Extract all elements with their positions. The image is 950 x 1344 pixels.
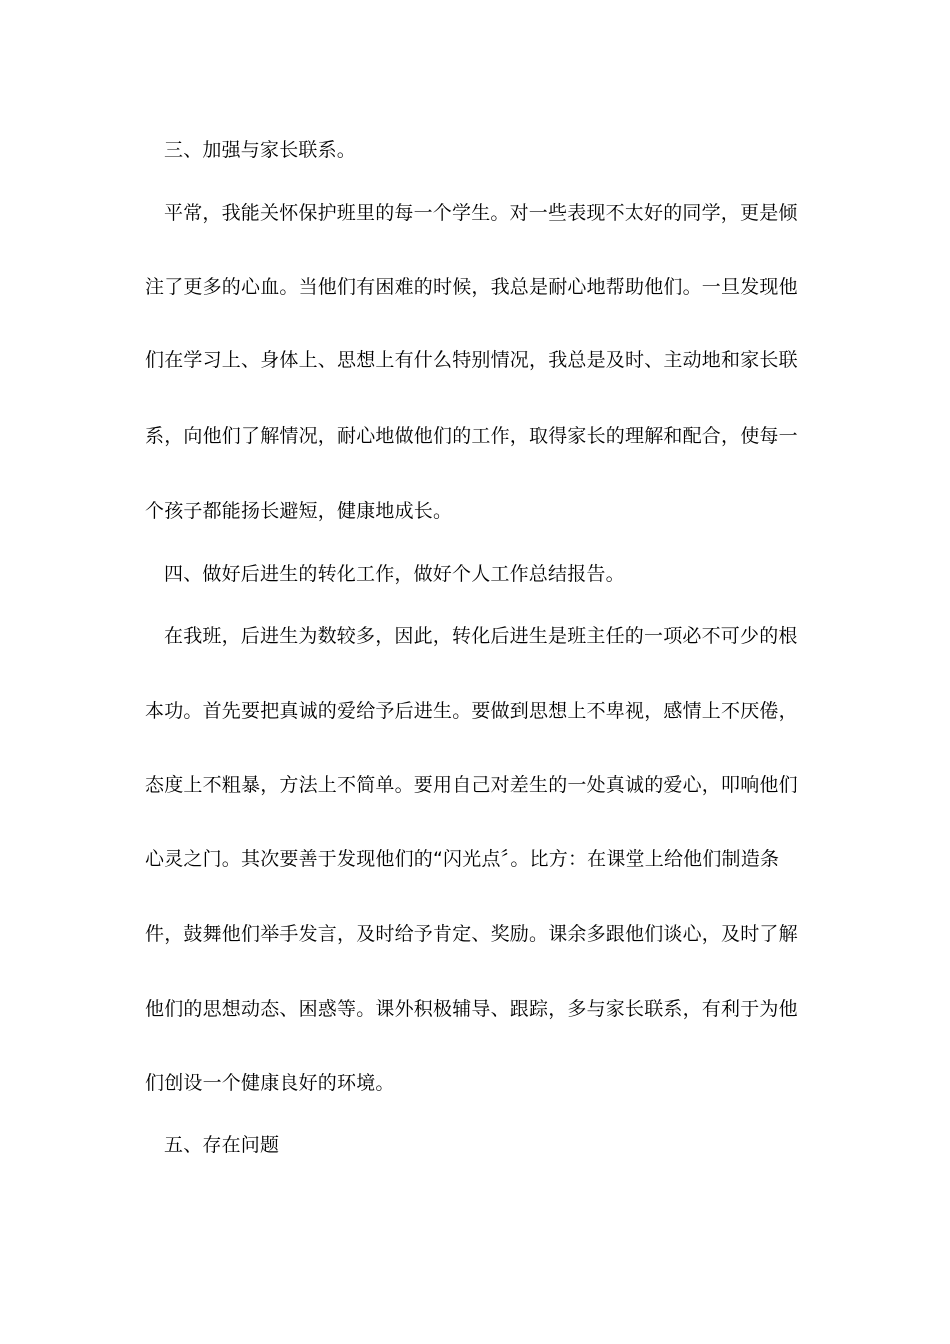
- paragraph-line: 件，鼓舞他们举手发言，及时给予肯定、奖励。课余多跟他们谈心，及时了解: [145, 923, 798, 945]
- paragraph-line: 平常，我能关怀保护班里的每一个学生。对一些表现不太好的同学，更是倾: [164, 202, 798, 224]
- section-heading-3: 三、加强与家长联系。: [164, 139, 357, 161]
- section-heading-4: 四、做好后进生的转化工作，做好个人工作总结报告。: [164, 563, 625, 585]
- paragraph-line: 本功。首先要把真诚的爱给予后进生。要做到思想上不卑视，感情上不厌倦，: [145, 700, 798, 722]
- section-heading-5: 五、存在问题: [164, 1134, 280, 1156]
- paragraph-line: 们创设一个健康良好的环境。: [145, 1072, 395, 1094]
- paragraph-line: 在我班，后进生为数较多，因此，转化后进生是班主任的一项必不可少的根: [164, 625, 798, 647]
- paragraph-line: 系，向他们了解情况，耐心地做他们的工作，取得家长的理解和配合，使每一: [145, 425, 798, 447]
- paragraph-line: 他们的思想动态、困惑等。课外积极辅导、跟踪，多与家长联系，有利于为他: [145, 998, 798, 1020]
- paragraph-line: 心灵之门。其次要善于发现他们的“闪光点〞。比方：在课堂上给他们制造条: [145, 848, 780, 870]
- paragraph-line: 们在学习上、身体上、思想上有什么特别情况，我总是及时、主动地和家长联: [145, 349, 798, 371]
- paragraph-line: 个孩子都能扬长避短，健康地成长。: [145, 500, 453, 522]
- paragraph-line: 注了更多的心血。当他们有困难的时候，我总是耐心地帮助他们。一旦发现他: [145, 276, 798, 298]
- paragraph-line: 态度上不粗暴，方法上不简单。要用自己对差生的一处真诚的爱心，叩响他们: [145, 774, 798, 796]
